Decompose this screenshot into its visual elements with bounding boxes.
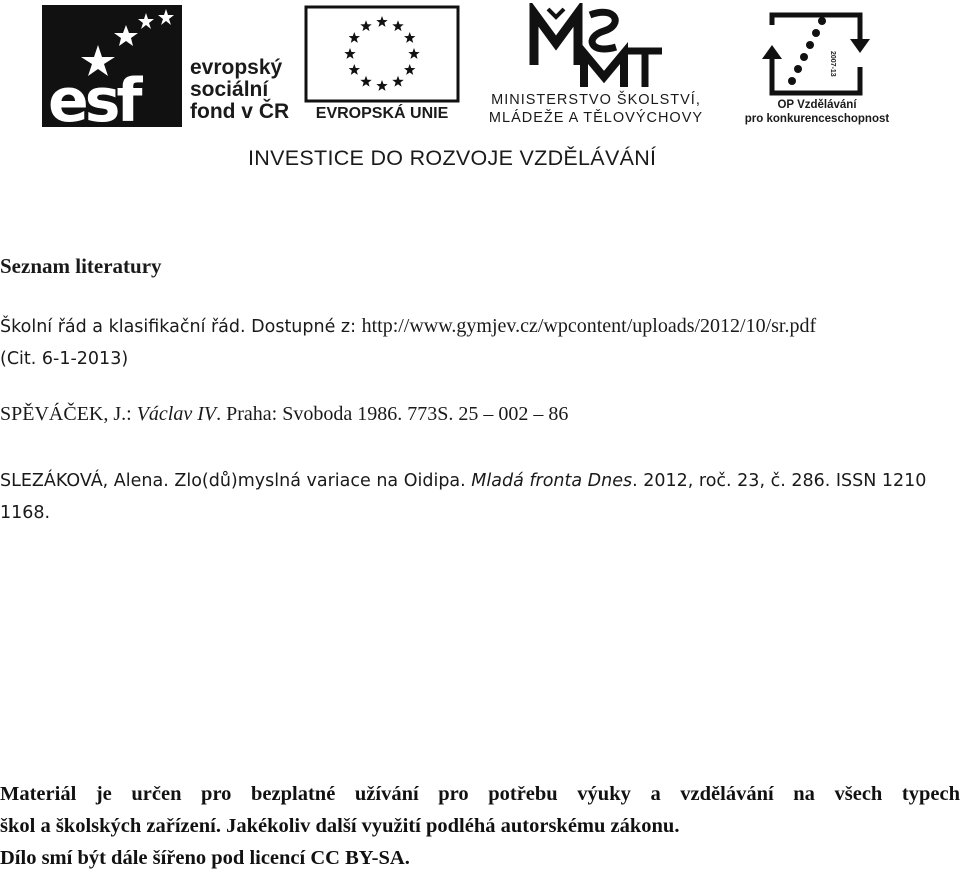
logo-bar — [0, 0, 960, 180]
license-line-3: Dílo smí být dále šířeno pod licencí CC BY-SA. — [0, 847, 410, 869]
reference-item — [0, 310, 960, 375]
msmt-logo — [466, 3, 726, 127]
reference-2-author: SPĚVÁČEK, J.: — [0, 403, 137, 425]
esf-line-1: evropský — [190, 56, 283, 79]
reference-2-title: Václav IV — [136, 403, 217, 425]
op-line-1: OP Vzdělávání — [777, 99, 857, 111]
msmt-wordmark — [466, 91, 726, 127]
reference-1-text: Školní řád a klasifikační řád. Dostupné z: — [0, 317, 362, 337]
op-years: 2007-13 — [829, 51, 836, 77]
reference-3-journal: Mladá fronta Dnes — [471, 471, 633, 491]
reference-3-text: SLEZÁKOVÁ, Alena. Zlo(dů)myslná variace na Oidipa. — [0, 471, 472, 491]
reference-1-citation-date: (Cit. 6-1-2013) — [0, 349, 129, 369]
msmt-line-1: MINISTERSTVO ŠKOLSTVÍ, — [491, 92, 701, 108]
page-title: Seznam literatury — [0, 254, 162, 278]
msmt-line-2: MLÁDEŽE A TĚLOVÝCHOVY — [488, 110, 704, 126]
esf-line-3: fond v ČR — [190, 100, 290, 123]
esf-line-2: sociální — [190, 78, 269, 101]
reference-item — [0, 465, 960, 529]
op-emblem — [732, 3, 902, 98]
reference-item — [0, 398, 568, 431]
eu-flag — [304, 5, 460, 103]
reference-2-details: . Praha: Svoboda 1986. 773S. 25 – 002 – 86 — [216, 403, 569, 425]
op-vk-logo — [732, 3, 902, 127]
reference-3-details: . 2012, roč. 23, č. 286. ISSN 1210 1168. — [0, 471, 927, 523]
reference-1-url: http://www.gymjev.cz/wpcontent/uploads/2012/10/sr.pdf — [361, 315, 817, 337]
op-wordmark — [732, 98, 902, 126]
license-note — [0, 778, 960, 874]
esf-logo — [42, 5, 297, 127]
eu-label: EVROPSKÁ UNIE — [315, 105, 449, 122]
license-line-1: Materiál je určen pro bezplatné užívání pro potřebu výuky a vzdělávání na všech typech — [0, 783, 960, 805]
svg-text:esf: esf — [48, 66, 139, 127]
op-line-2: pro konkurenceschopnost — [744, 113, 890, 125]
tagline: INVESTICE DO ROZVOJE VZDĚLÁVÁNÍ — [248, 146, 657, 170]
esf-wordmark — [190, 57, 289, 123]
eu-logo — [304, 5, 460, 127]
license-line-2: škol a školských zařízení. Jakékoliv další využití podléhá autorskému zákonu. — [0, 815, 680, 837]
msmt-emblem — [466, 3, 726, 91]
